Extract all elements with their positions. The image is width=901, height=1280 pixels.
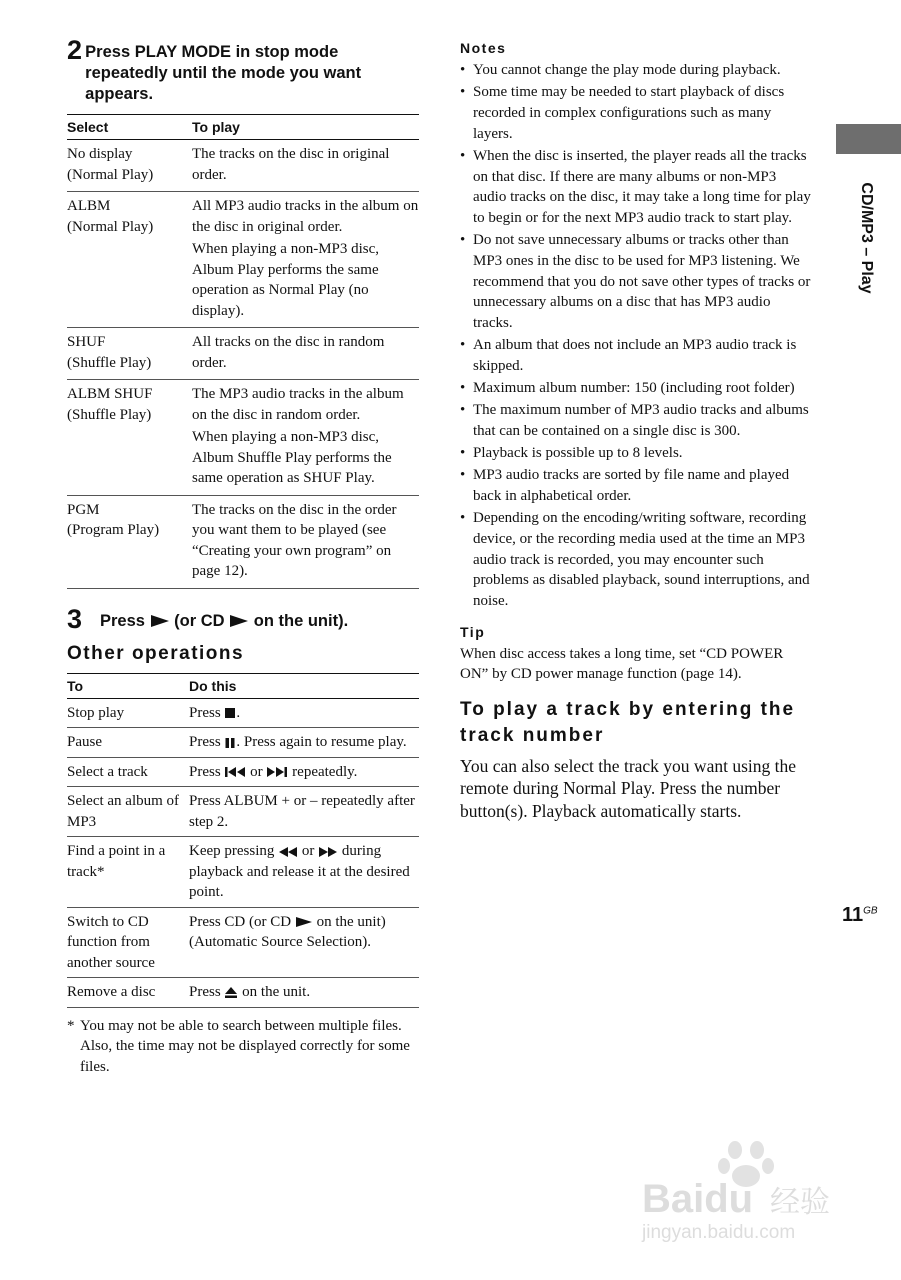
track-entry-heading: To play a track by entering the track number <box>460 698 796 746</box>
other-operations-title: Other operations <box>67 642 245 664</box>
table-row <box>67 698 419 728</box>
side-tab-marker <box>836 124 901 154</box>
table-row <box>67 380 419 496</box>
notes-list <box>460 60 812 612</box>
page-number <box>842 904 878 927</box>
note-text: Some time may be needed to start playback of discs recorded in complex configurations such as many layers. <box>473 84 785 142</box>
step-3-number: 3 <box>67 603 83 634</box>
play-cell <box>192 192 419 328</box>
to-cell: Switch to CD function from another source <box>67 907 189 978</box>
play-cell <box>192 328 419 380</box>
stop-icon <box>224 707 236 719</box>
note-text: Do not save unnecessary albums or tracks other than MP3 ones in the disc to be used for MP3 listening. We recommend that you do not save other types of tracks or unnecessary albums on a disc that has MP3 audio tracks. <box>473 232 811 331</box>
select-cell <box>67 192 192 328</box>
mode-name: SHUF <box>67 334 106 350</box>
watermark-brand: Baidu <box>642 1177 754 1221</box>
do-cell: Press ALBUM + or – repeatedly after step 2. <box>189 787 419 837</box>
do-cell <box>189 907 419 978</box>
do-cell <box>189 978 419 1008</box>
other-operations-table <box>67 673 419 1008</box>
play-description: The tracks on the disc in original order. <box>192 146 390 183</box>
do-text: . <box>236 704 241 721</box>
do-text: Press CD (or CD <box>189 913 292 930</box>
mode-type: (Normal Play) <box>67 166 154 183</box>
tip-heading: Tip <box>460 623 486 640</box>
select-cell <box>67 140 192 192</box>
play-cell <box>192 140 419 192</box>
play-description: When playing a non-MP3 disc, Album Shuffle Play performs the same operation as SHUF Play. <box>192 429 392 486</box>
tip-text: When disc access takes a long time, set “CD POWER ON” by CD power manage function (page 14). <box>460 645 784 683</box>
do-text: during playback and release it at the desired point. <box>189 843 410 900</box>
eject-icon <box>224 986 238 999</box>
do-text: repeatedly. <box>292 763 358 780</box>
select-header: Select <box>67 115 192 140</box>
list-item: • Maximum album number: 150 (including root folder) <box>460 378 812 399</box>
fast-forward-icon <box>318 846 338 858</box>
table-row <box>67 978 419 1008</box>
to-cell: Select an album of MP3 <box>67 787 189 837</box>
watermark-cn: 经验 <box>770 1185 830 1220</box>
do-cell <box>189 728 419 758</box>
left-column <box>67 36 419 1077</box>
step-2-number: 2 <box>67 35 83 65</box>
do-text: or <box>301 843 315 859</box>
step-2-text: Press PLAY MODE in stop mode repeatedly until the mode you want appears. <box>85 43 362 103</box>
table-row <box>67 907 419 978</box>
play-description: The MP3 audio tracks in the album on the disc in random order. <box>192 386 404 423</box>
play-cell <box>192 495 419 588</box>
step-3-press: Press <box>100 611 145 630</box>
to-play-header: To play <box>192 115 419 140</box>
list-item: • MP3 audio tracks are sorted by file name and played back in alphabetical order. <box>460 465 812 506</box>
play-description: All tracks on the disc in random order. <box>192 334 385 371</box>
note-text: Depending on the encoding/writing software, recording device, or the recording media used at the time an MP3 audio track is recorded, you may encounter such problems as disabled playback, sound interruptions, and noise. <box>473 510 810 610</box>
footnote-text: You may not be able to search between multiple files. Also, the time may not be displayed correctly for some files. <box>80 1017 410 1075</box>
play-icon <box>229 614 249 628</box>
select-cell <box>67 328 192 380</box>
table-row <box>67 192 419 328</box>
note-text: Playback is possible up to 8 levels. <box>473 445 683 462</box>
to-cell: Remove a disc <box>67 978 189 1008</box>
mode-name: ALBM SHUF <box>67 386 153 402</box>
do-text: . Press again to resume play. <box>236 734 407 750</box>
mode-name: No display <box>67 146 133 162</box>
play-icon <box>150 614 170 628</box>
do-text: Press <box>189 763 221 780</box>
section-side-label: CD/MP3 – Play <box>858 182 875 294</box>
right-column <box>460 40 812 822</box>
note-text: An album that does not include an MP3 audio track is skipped. <box>473 337 797 374</box>
note-text: You cannot change the play mode during playback. <box>473 62 781 78</box>
note-text: MP3 audio tracks are sorted by file name and played back in alphabetical order. <box>473 467 790 505</box>
play-description: All MP3 audio tracks in the album on the disc in original order. <box>192 198 419 235</box>
do-text: on the unit. <box>242 984 311 1000</box>
list-item: • The maximum number of MP3 audio tracks and albums that can be contained on a single disc is 300. <box>460 400 812 441</box>
table-row <box>67 757 419 787</box>
to-cell: Pause <box>67 728 189 758</box>
watermark-url: jingyan.baidu.com <box>642 1222 796 1243</box>
step-2 <box>67 36 419 105</box>
do-cell <box>189 757 419 787</box>
do-text: or <box>250 763 263 780</box>
do-text: Press <box>189 984 221 1000</box>
list-item: • Some time may be needed to start playback of discs recorded in complex configurations such as many layers. <box>460 82 812 144</box>
do-text: Press <box>189 734 221 750</box>
do-this-header: Do this <box>189 673 419 698</box>
table-row <box>67 728 419 758</box>
table-row <box>67 328 419 380</box>
step-3-mid: (or CD <box>174 611 225 630</box>
list-item: • An album that does not include an MP3 audio track is skipped. <box>460 335 812 376</box>
next-track-icon <box>266 766 288 778</box>
list-item: • Do not save unnecessary albums or tracks other than MP3 ones in the disc to be used for MP3 listening. We recommend that you do not save other types of tracks or unnecessary albums on a disc that has MP3 audio tracks. <box>460 230 812 334</box>
page-number-value: 11 <box>842 904 864 926</box>
to-cell: Select a track <box>67 757 189 787</box>
do-text: Press <box>189 704 221 721</box>
mode-type: (Shuffle Play) <box>67 406 152 423</box>
do-cell <box>189 837 419 908</box>
pause-icon <box>224 737 236 749</box>
play-description: When playing a non-MP3 disc, Album Play performs the same operation as Normal Play (no display). <box>192 241 380 319</box>
step-3-text <box>100 605 348 632</box>
mode-type: (Program Play) <box>67 522 160 538</box>
table-row <box>67 787 419 837</box>
mode-type: (Normal Play) <box>67 218 154 235</box>
page-number-suffix: GB <box>863 905 878 917</box>
play-cell <box>192 380 419 496</box>
play-mode-table <box>67 114 419 589</box>
operations-header-row <box>67 673 419 698</box>
do-cell <box>189 698 419 728</box>
select-cell <box>67 495 192 588</box>
list-item: • Depending on the encoding/writing software, recording device, or the recording media used at the time an MP3 audio track is recorded, you may encounter such problems as disabled playback, sound interruptions, and noise. <box>460 508 812 612</box>
table-row <box>67 495 419 588</box>
to-cell: Stop play <box>67 698 189 728</box>
play-icon <box>295 916 313 928</box>
note-text: The maximum number of MP3 audio tracks and albums that can be contained on a single disc is 300. <box>473 402 809 439</box>
step-3 <box>67 605 419 633</box>
play-mode-header-row <box>67 115 419 140</box>
rewind-icon <box>278 846 298 858</box>
select-cell <box>67 380 192 496</box>
footnote-mark: * <box>67 1017 75 1034</box>
baidu-watermark-logo <box>640 1140 850 1245</box>
list-item: • Playback is possible up to 8 levels. <box>460 443 812 464</box>
to-cell: Find a point in a track* <box>67 837 189 908</box>
mode-type: (Shuffle Play) <box>67 354 152 371</box>
note-text: When the disc is inserted, the player reads all the tracks on that disc. If there are many albums or non-MP3 audio tracks on the disc, it may take a long time for play to begin or for the next MP3 audio track to start play. <box>473 147 811 226</box>
track-entry-body: You can also select the track you want using the remote during Normal Play. Press the number button(s). Playback automatically starts. <box>460 755 796 821</box>
list-item: • You cannot change the play mode during playback. <box>460 60 812 81</box>
mode-name: PGM <box>67 501 100 518</box>
step-3-end: on the unit). <box>253 611 349 630</box>
footnote <box>67 1016 419 1078</box>
notes-heading: Notes <box>460 40 507 56</box>
to-header: To <box>67 673 189 698</box>
table-row <box>67 837 419 908</box>
mode-name: ALBM <box>67 198 111 214</box>
list-item: • When the disc is inserted, the player reads all the tracks on that disc. If there are many albums or non-MP3 audio tracks on the disc, it may take a long time for play to begin or for the next MP3 audio track to start play. <box>460 146 812 229</box>
previous-track-icon <box>224 766 246 778</box>
do-text: on the unit) (Automatic Source Selection). <box>189 913 386 950</box>
do-text: Keep pressing <box>189 843 275 859</box>
play-description: The tracks on the disc in the order you want them to be played (see “Creating your own program” on page 12). <box>192 501 397 579</box>
note-text: Maximum album number: 150 (including root folder) <box>473 380 795 397</box>
table-row <box>67 140 419 192</box>
